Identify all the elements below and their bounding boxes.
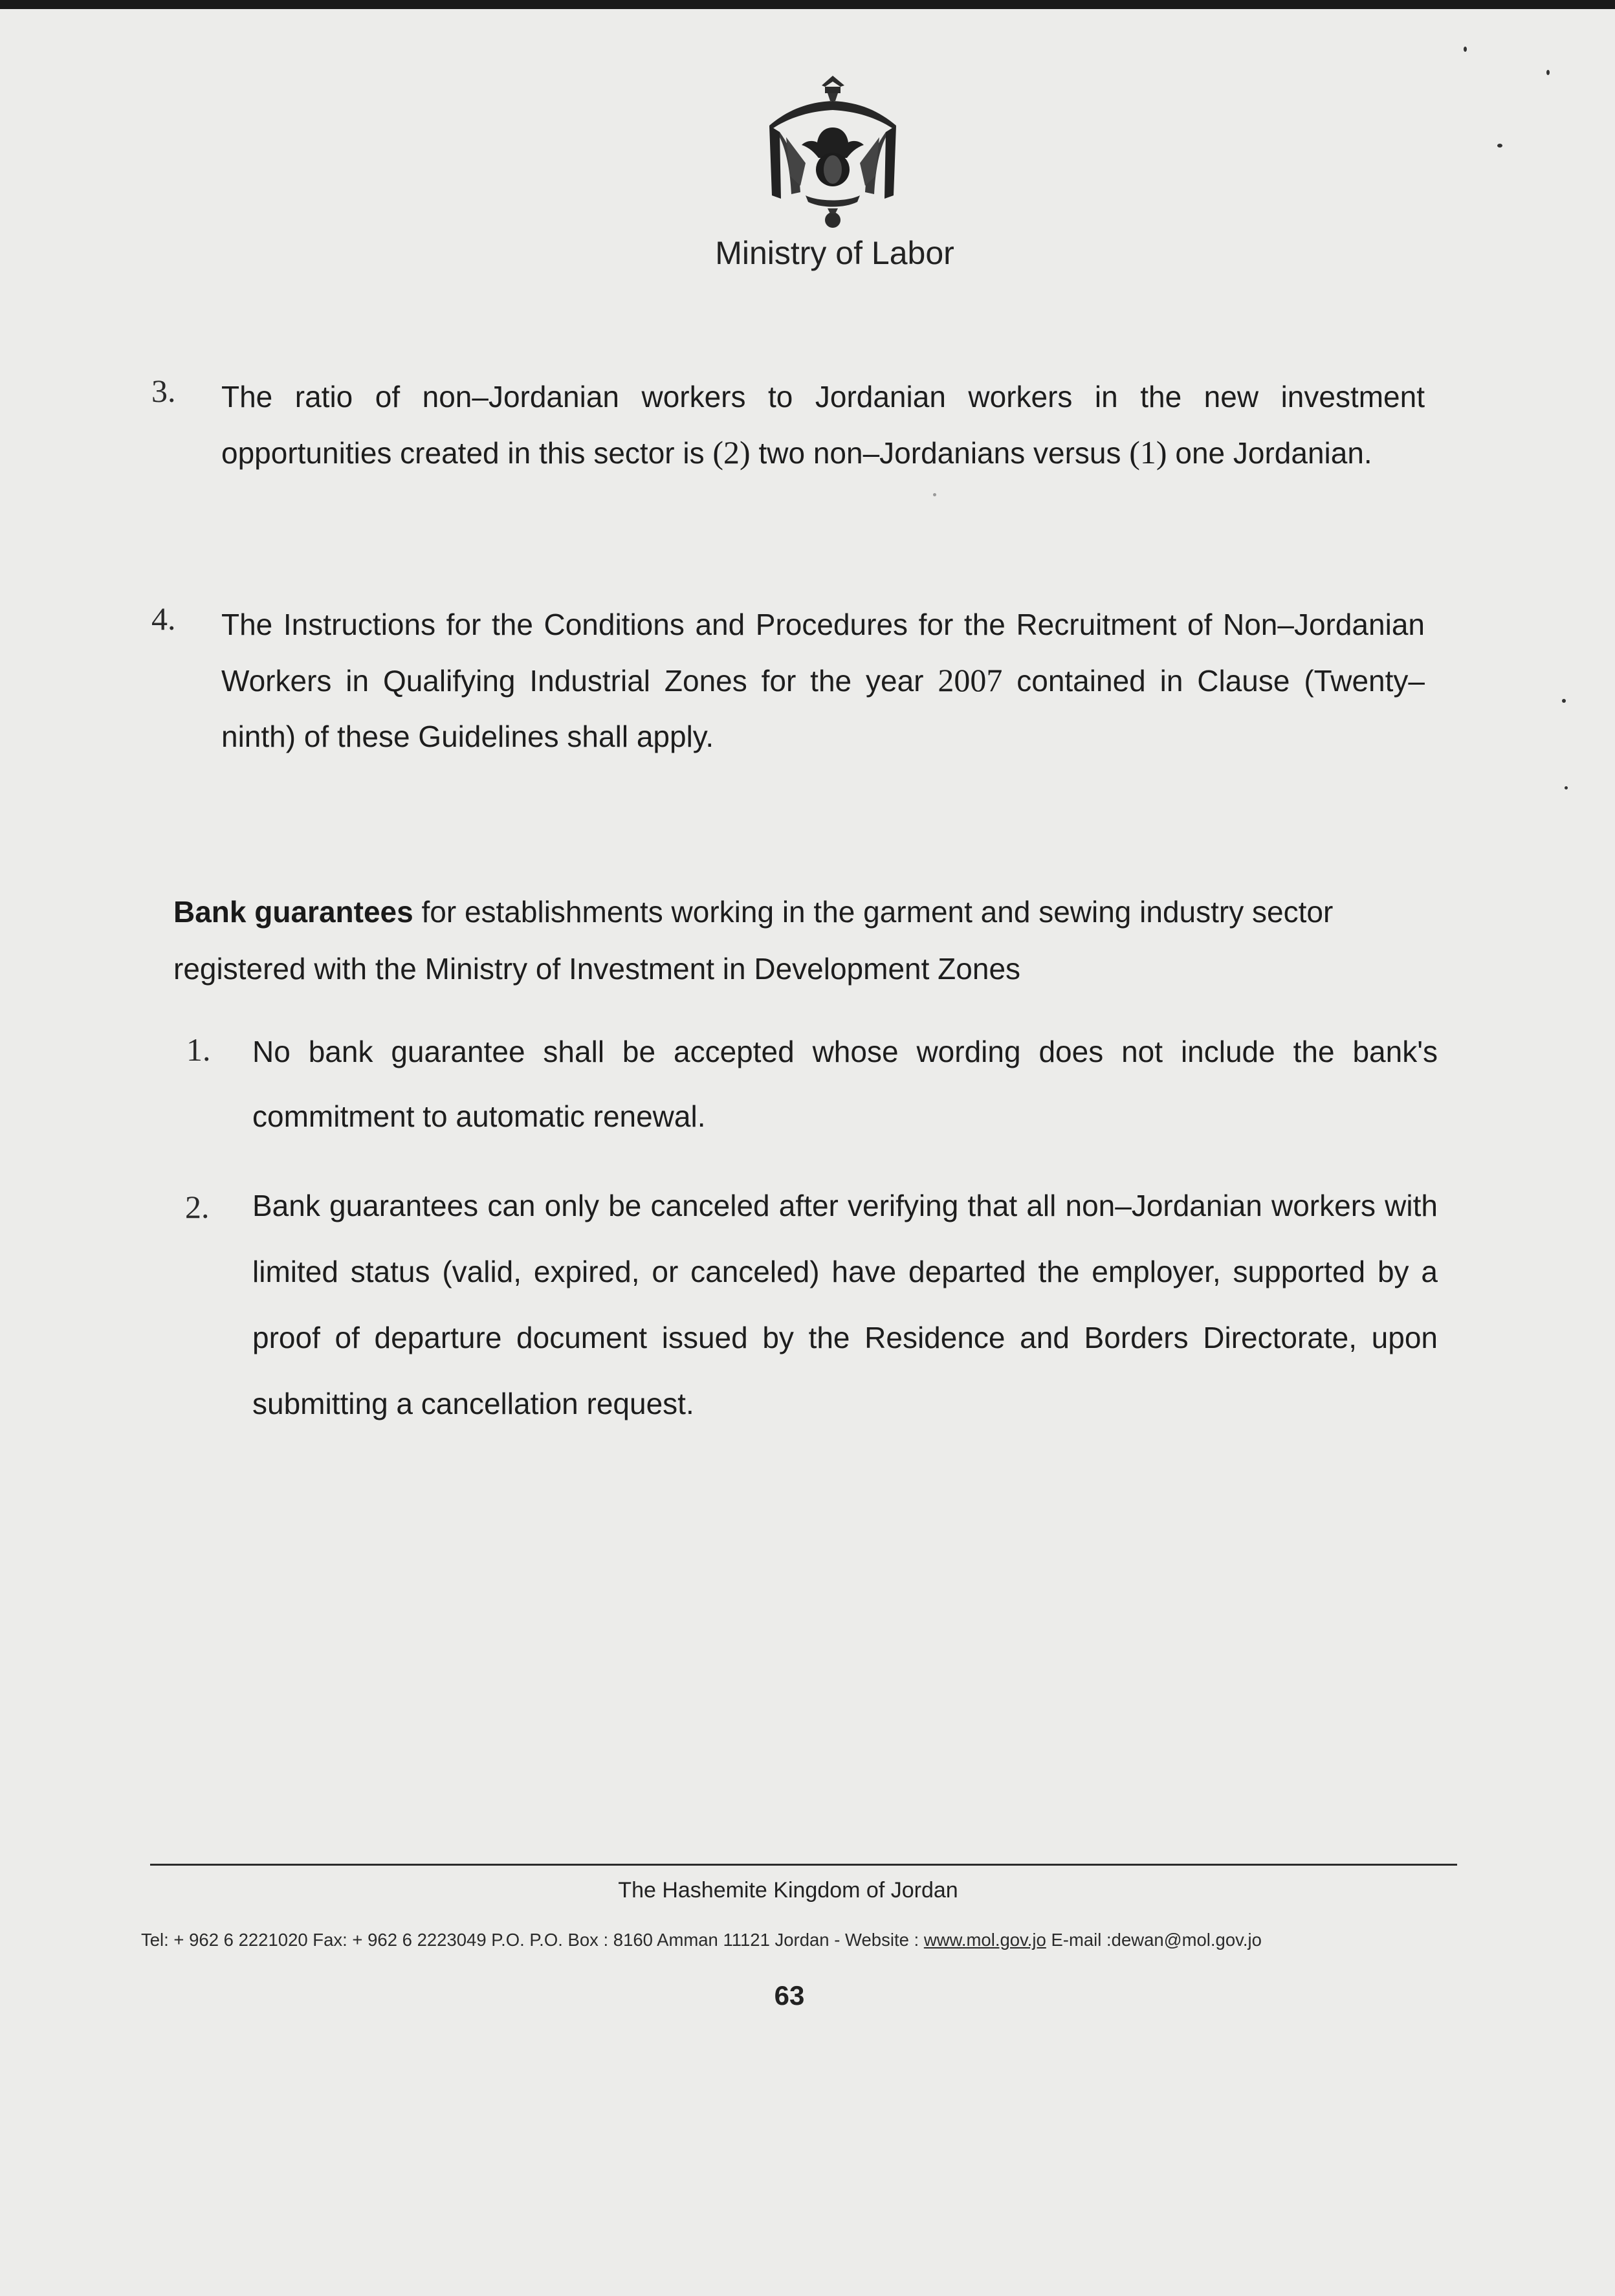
clause-4-text-part: contained in Clause (Twenty–ninth) of these Guidelines shall apply. bbox=[221, 664, 1425, 753]
list-item: Bank guarantees can only be canceled after verifying that all non–Jordanian workers with limited status (valid, expired, or canceled) have departed the employer, supported by a proof of departure document issued by the Residence and Borders Directorate, upon submitting a cancellation request. bbox=[252, 1189, 1438, 1420]
page-number: 63 bbox=[774, 1980, 805, 2011]
clause-3-text bbox=[221, 369, 1425, 481]
clause-3-number-value: (2) bbox=[712, 434, 751, 470]
footer-contact-prefix: Tel: + 962 6 2221020 Fax: + 962 6 2223049 P.O. P.O. Box : 8160 Amman 11121 Jordan - Website : bbox=[141, 1930, 924, 1950]
footer-divider bbox=[150, 1864, 1457, 1866]
clause-3-text-part: The ratio of non–Jordanian workers to Jordanian workers in the new investment opportunities created in this sector is bbox=[221, 380, 1425, 470]
list-item-number: 2. bbox=[185, 1189, 210, 1225]
scan-speck bbox=[1565, 786, 1568, 789]
section-heading-rest: for establishments working in the garment and sewing industry sector registered with the Ministry of Investment in Development Zones bbox=[173, 895, 1334, 986]
jordan-coat-of-arms-icon bbox=[760, 72, 906, 234]
scan-speck bbox=[1497, 144, 1502, 148]
scan-speck bbox=[1464, 47, 1467, 52]
clause-3-text-part: one Jordanian. bbox=[1167, 436, 1372, 470]
clause-number: 3. bbox=[151, 373, 176, 409]
clause-4-text-part: The Instructions for the Conditions and Procedures for the Recruitment of Non–Jordanian Workers in Qualifying Industrial Zones for the year bbox=[221, 608, 1425, 698]
list-item-number: 1. bbox=[186, 1032, 211, 1068]
scan-speck bbox=[1546, 70, 1550, 75]
website-link[interactable]: www.mol.gov.jo bbox=[923, 1930, 1046, 1950]
footer-title: The Hashemite Kingdom of Jordan bbox=[618, 1878, 958, 1903]
clause-number: 4. bbox=[151, 601, 176, 637]
clause-3-text-part: two non–Jordanians versus bbox=[750, 436, 1130, 470]
clause-4-year: 2007 bbox=[938, 662, 1003, 698]
section-heading bbox=[173, 883, 1370, 997]
footer-contact-suffix: E-mail :dewan@mol.gov.jo bbox=[1046, 1930, 1262, 1950]
clause-3-number-value: (1) bbox=[1129, 434, 1167, 470]
clause-4-text bbox=[221, 597, 1425, 764]
scan-top-edge bbox=[0, 0, 1615, 9]
scan-speck bbox=[933, 493, 936, 496]
scan-speck bbox=[1562, 699, 1566, 703]
ministry-name: Ministry of Labor bbox=[715, 235, 954, 271]
section-heading-bold: Bank guarantees bbox=[173, 895, 413, 929]
footer-contact bbox=[141, 1930, 1474, 1950]
list-item: No bank guarantee shall be accepted whose wording does not include the bank's commitment to automatic renewal. bbox=[252, 1035, 1438, 1133]
